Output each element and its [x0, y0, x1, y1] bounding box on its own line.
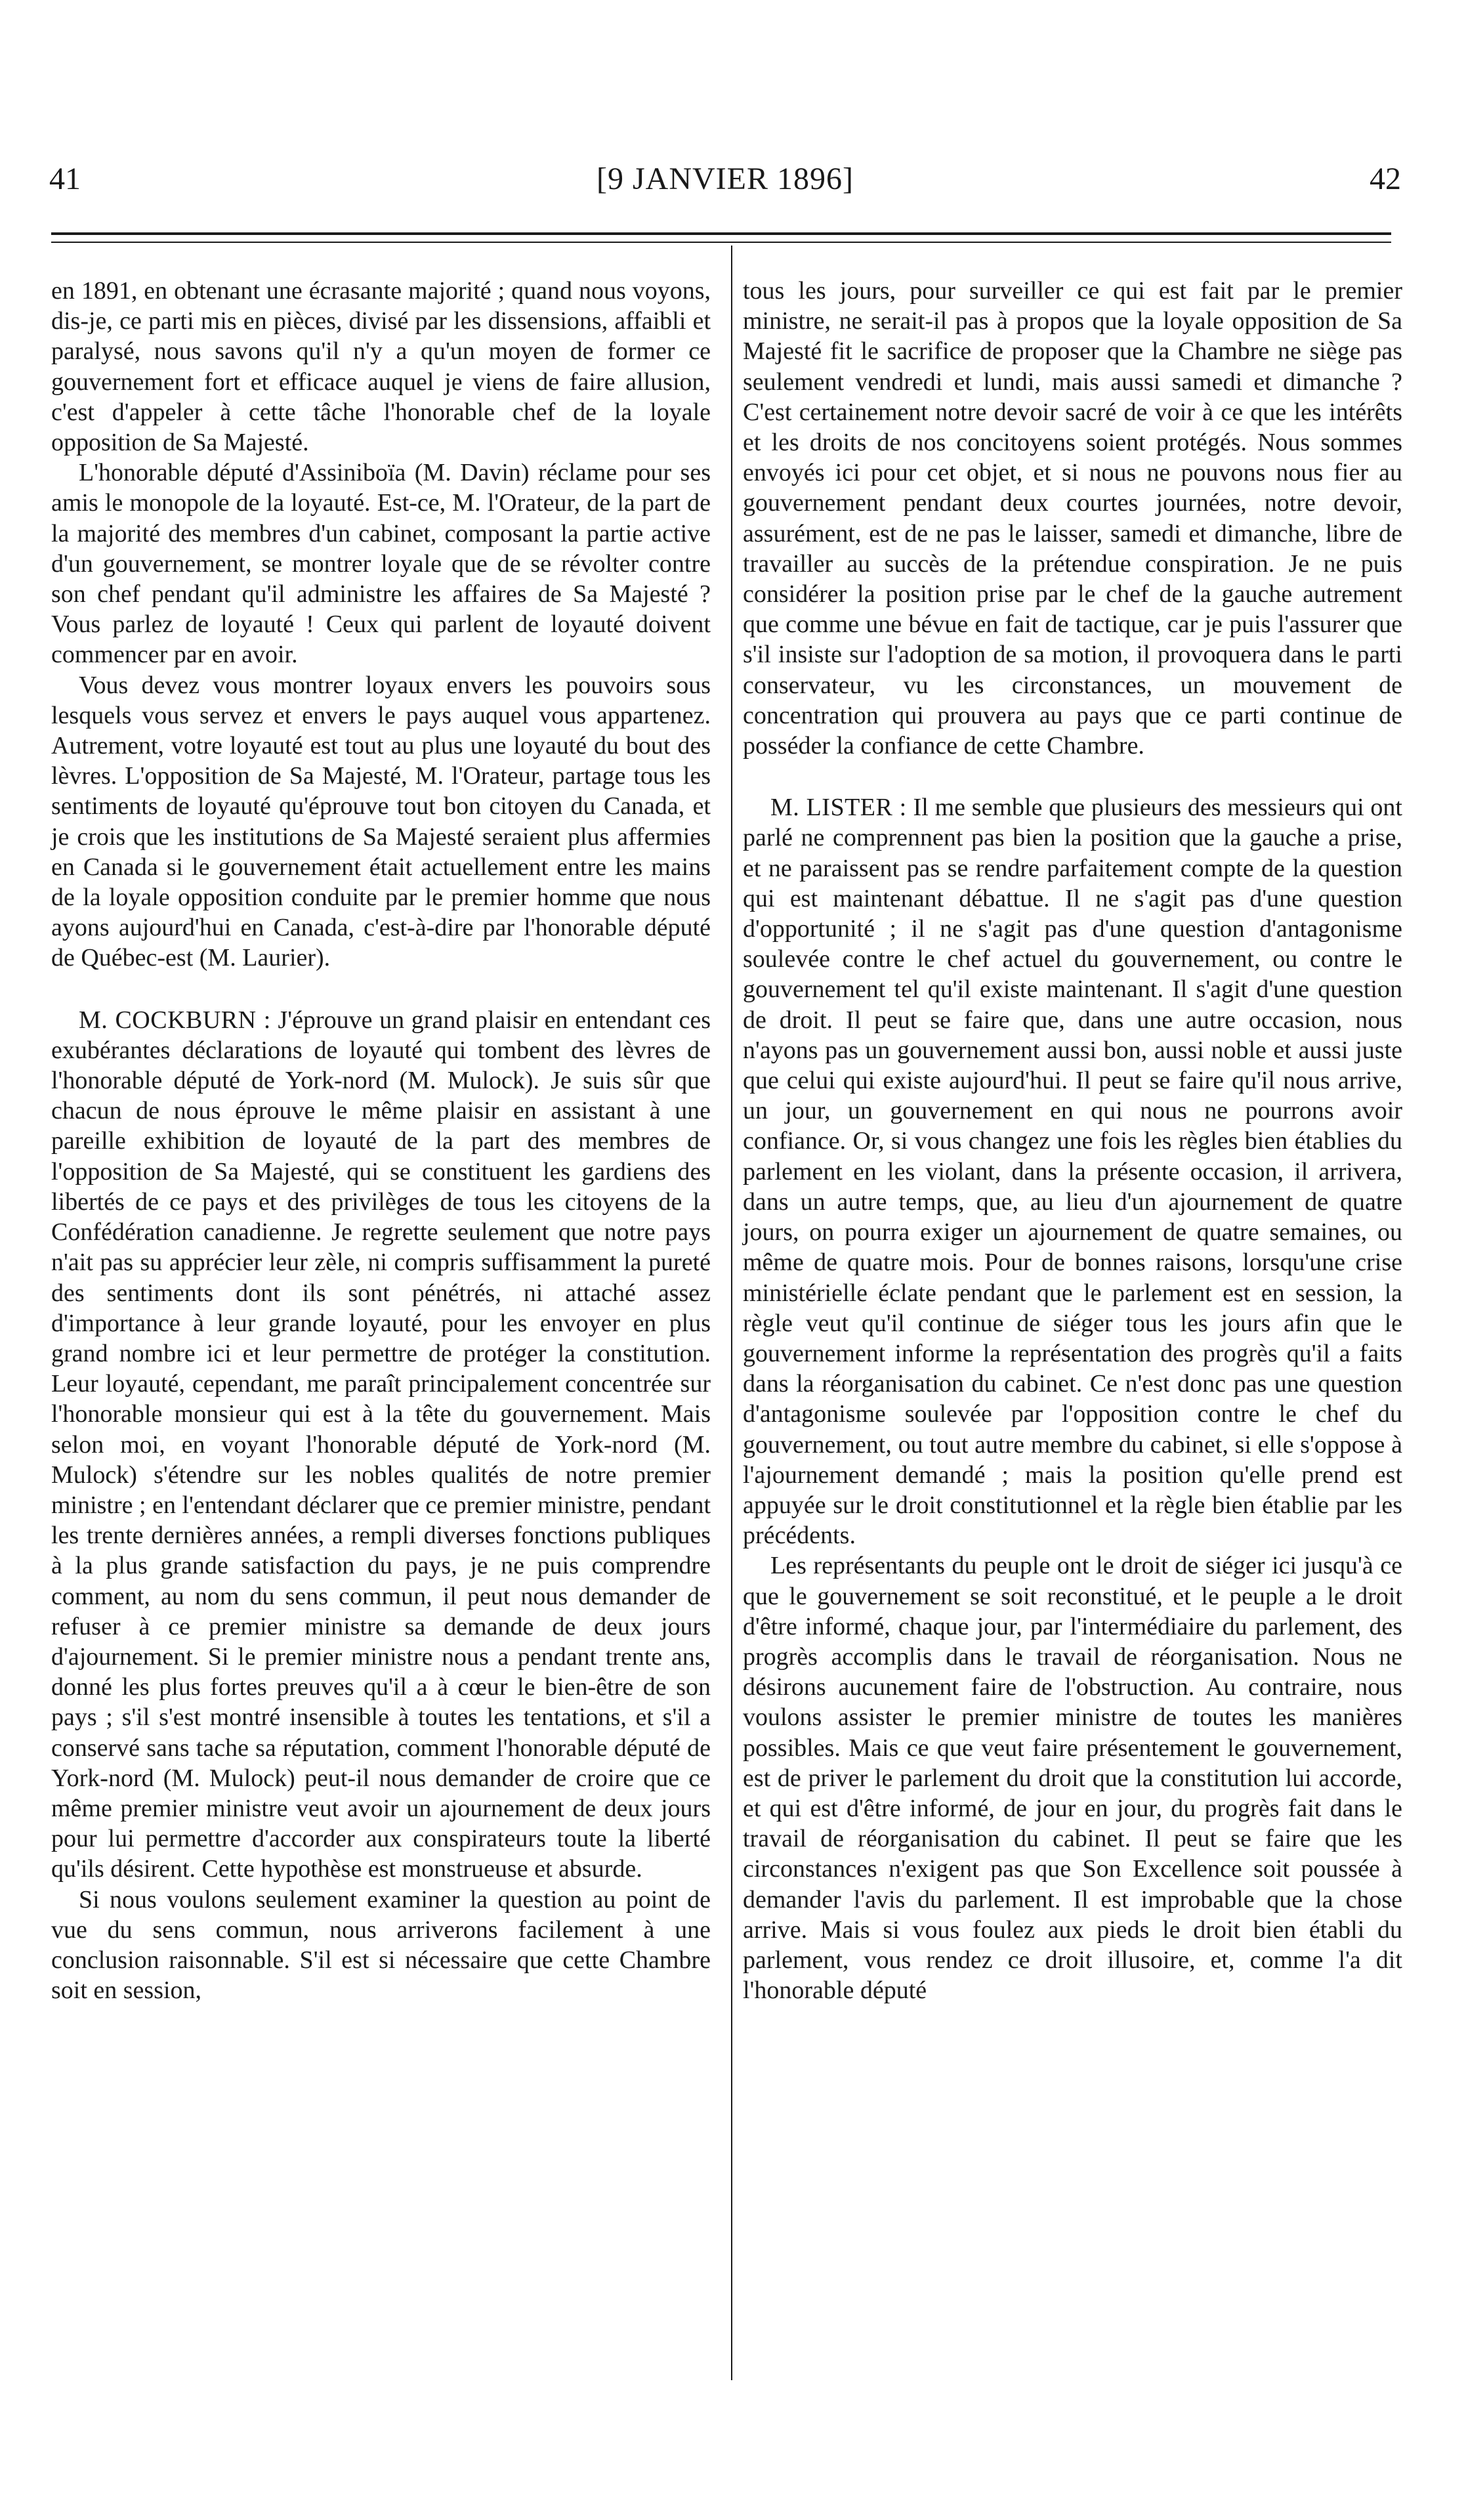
header-rule-thick: [51, 232, 1391, 235]
speaker-name: M. LISTER :: [770, 794, 907, 822]
paragraph: tous les jours, pour surveiller ce qui est fait par le premier ministre, ne serait-il pas à propos que la loyale opposition de Sa Majesté fit le sacrifice de proposer que la Chambre ne siège pas seulement vendredi et lundi, mais aussi samedi et dimanche ? C'est certainement notre devoir sacré de voir à ce que les intérêts et les droits de nos concitoyens soient protégés. Nous sommes envoyés ici pour cet objet, et si nous ne pouvons nous fier au gouvernement pendant deux courtes journées, notre devoir, assurément, est de ne pas le laisser, samedi et dimanche, libre de travailler au succès de la prétendue conspiration. Je ne puis considérer la position prise par le chef de la gauche autrement que comme une bévue en fait de tactique, car je puis l'assurer que s'il insiste sur l'adoption de sa motion, il provoquera dans le parti conservateur, vu les circonstances, un mouvement de concentration qui prouvera au pays que ce parti continue de posséder la confiance de cette Chambre.: [743, 277, 1402, 760]
page-number-right: 42: [1370, 161, 1401, 196]
speech-text: J'éprouve un grand plaisir en entendant ces exubérantes déclarations de loyauté qui tombent des lèvres de l'honorable député de York-nord (M. Mulock). Je suis sûr que chacun de nous éprouve le même plaisir en assistant à une pareille exhibition de loyauté de la part des membres de l'opposition de Sa Majesté, qui se constituent les gardiens des libertés de ce pays et des privilèges de tous les citoyens de la Confédération canadienne. Je regrette seulement que notre pays n'ait pas su apprécier leur zèle, ni compris suffisamment la pureté des sentiments dont ils sont pénétrés, ni attaché assez d'importance à leur grande loyauté, pour les envoyer en plus grand nombre ici et leur permettre de protéger la constitution. Leur loyauté, cependant, me paraît principalement concentrée sur l'honorable monsieur qui est à la tête du gouvernement. Mais selon moi, en voyant l'honorable député de York-nord (M. Mulock) s'étendre sur les nobles qualités de notre premier ministre ; en l'entendant déclarer que ce premier ministre, pendant les trente dernières années, a rempli diverses fonctions publiques à la plus grande satisfaction du pays, je ne puis comprendre comment, au nom du sens commun, il peut nous demander de refuser à ce premier ministre sa demande de deux jours d'ajournement. Si le premier ministre nous a pendant trente ans, donné les plus fortes preuves qu'il a à cœur le bien-être de son pays ; s'il s'est montré insensible à toutes les tentations, et s'il a conservé sans tache sa réputation, comment l'honorable député de York-nord (M. Mulock) peut-il nous demander de croire que ce même premier ministre veut avoir un ajournement de deux jours pour lui permettre d'accorder aux conspirateurs toute la liberté qu'ils désirent. Cette hypothèse est monstrueuse et absurde.: [51, 1006, 711, 1883]
header-rule-thin: [51, 242, 1391, 243]
column-divider: [731, 246, 732, 2380]
paragraph: Vous devez vous montrer loyaux envers les pouvoirs sous lesquels vous servez et envers le pays auquel vous appartenez. Autrement, votre loyauté est tout au plus une loyauté du bout des lèvres. L'opposition de Sa Majesté, M. l'Orateur, partage tous les sentiments de loyauté qu'éprouve tout bon citoyen du Canada, et je crois que les institutions de Sa Majesté seraient plus affermies en Canada si le gouvernement était actuellement entre les mains de la loyale opposition conduite par le premier homme que nous ayons aujourd'hui en Canada, c'est-à-dire par l'honorable député de Québec-est (M. Laurier).: [51, 671, 711, 972]
speaker-name: M. COCKBURN :: [79, 1006, 271, 1034]
speech-paragraph: [743, 792, 1402, 1550]
page-number-left: 41: [49, 161, 81, 196]
paragraph: en 1891, en obtenant une écrasante majorité ; quand nous voyons, dis-je, ce parti mis en pièces, divisé par les dissensions, affaibli et paralysé, nous savons qu'il n'y a qu'un moyen de former ce gouvernement fort et efficace auquel je viens de faire allusion, c'est d'appeler à cette tâche l'honorable chef de la loyale opposition de Sa Majesté.: [51, 277, 711, 457]
right-column: [743, 276, 1402, 2005]
page-header: [49, 156, 1401, 202]
speech-text: Il me semble que plusieurs des messieurs qui ont parlé ne comprennent pas bien la position que la gauche a prise, et ne paraissent pas se rendre parfaitement compte de la question qui est maintenant débattue. Il ne s'agit pas d'une question d'opportunité ; il ne s'agit pas d'une question d'antagonisme soulevée contre le chef actuel du gouvernement, ou contre le gouvernement tel qu'il existe maintenant. Il s'agit d'une question de droit. Il peut se faire que, dans une autre occasion, nous n'ayons pas un gouvernement aussi bon, aussi noble et aussi juste que celui qui existe aujourd'hui. Il peut se faire qu'il nous arrive, un jour, un gouvernement en qui nous ne pourrons avoir confiance. Or, si vous changez une fois les règles bien établies du parlement en les violant, dans la présente occasion, il arrivera, dans un autre temps, que, au lieu d'un ajournement de quatre jours, on pourra exiger un ajournement de quatre semaines, ou même de quatre mois. Pour de bonnes raisons, lorsqu'une crise ministérielle éclate pendant que le parlement est en session, la règle veut qu'il continue de siéger tous les jours afin que le gouvernement informe la représentation des progrès qu'il a faits dans la réorganisation du cabinet. Ce n'est donc pas une question d'antagonisme soulevée par l'opposition contre le chef du gouvernement, ou tout autre membre du cabinet, si elle s'oppose à l'ajournement demandé ; mais la position qu'elle prend est appuyée sur le droit constitutionnel et la règle bien établie par les précédents.: [743, 794, 1402, 1550]
paragraph: Si nous voulons seulement examiner la question au point de vue du sens commun, nous arriverons facilement à une conclusion raisonnable. S'il est si nécessaire que cette Chambre soit en session,: [51, 1885, 711, 2005]
left-column: [51, 276, 711, 2005]
page-date: [9 JANVIER 1896]: [597, 161, 854, 196]
paragraph: L'honorable député d'Assiniboïa (M. Davin) réclame pour ses amis le monopole de la loyauté. Est-ce, M. l'Orateur, de la part de la majorité des membres d'un cabinet, composant la partie active d'un gouvernement, se montrer loyale que de se révolter contre son chef pendant qu'il administre les affaires de Sa Majesté ? Vous parlez de loyauté ! Ceux qui parlent de loyauté doivent commencer par en avoir.: [51, 459, 711, 669]
speech-paragraph: [51, 1005, 711, 1885]
paragraph: Les représentants du peuple ont le droit de siéger ici jusqu'à ce que le gouvernement se soit reconstitué, et le peuple a le droit d'être informé, chaque jour, par l'intermédiaire du parlement, des progrès accomplis dans le travail de réorganisation. Nous ne désirons aucunement faire de l'obstruction. Au contraire, nous voulons assister le premier ministre de toutes les manières possibles. Mais ce que veut faire présentement le gouvernement, est de priver le parlement du droit que la constitution lui accorde, et qui est d'être informé, de jour en jour, du progrès fait dans le travail de réorganisation du cabinet. Il peut se faire que les circonstances n'exigent pas que Son Excellence soit poussée à demander l'avis du parlement. Il est improbable que la chose arrive. Mais si vous foulez aux pieds le droit bien établi du parlement, vous rendez ce droit illusoire, et, comme l'a dit l'honorable député: [743, 1552, 1402, 2005]
